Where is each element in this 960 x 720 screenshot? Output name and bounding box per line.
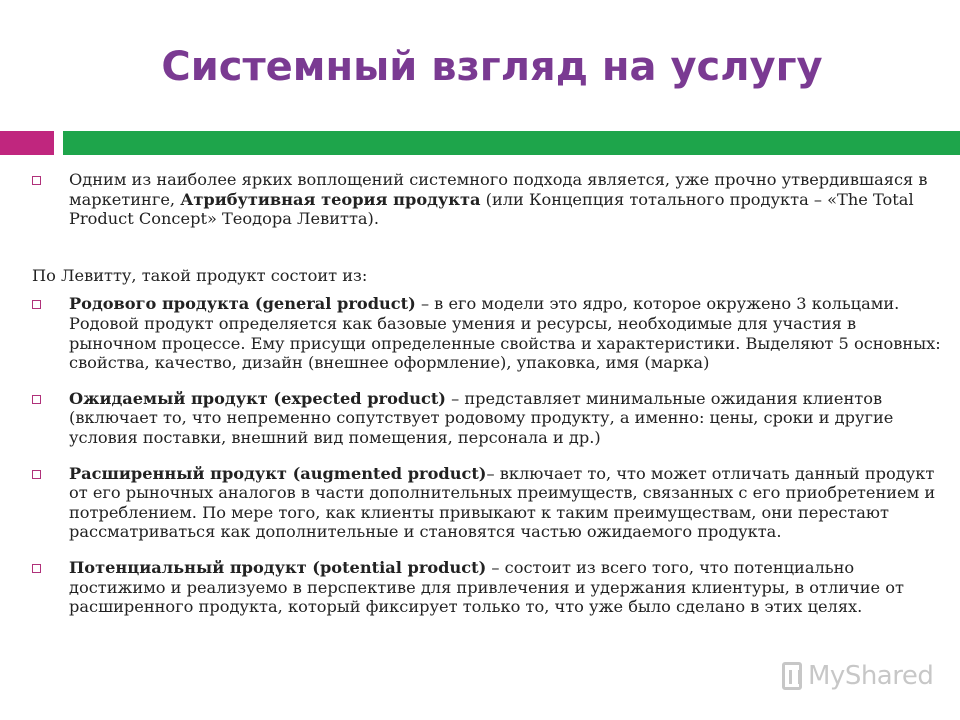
square-bullet-icon bbox=[32, 395, 41, 404]
square-bullet-icon bbox=[32, 564, 41, 573]
slide-title: Системный взгляд на услугу bbox=[161, 44, 823, 90]
square-bullet-icon bbox=[32, 176, 41, 185]
square-bullet-icon bbox=[32, 300, 41, 309]
lead-in-text: По Левитту, такой продукт состоит из: bbox=[32, 265, 368, 285]
intro-bullet bbox=[32, 170, 942, 229]
intro-text-end: (или Концепция тотального продукта – «The Total Product Concept» Теодора Левитта). bbox=[69, 189, 914, 229]
bullet-term: Родового продукта (general product) bbox=[69, 294, 416, 314]
watermark-text: MyShared bbox=[808, 661, 934, 691]
bullet-text: – в его модели это ядро, которое окружено 3 кольцами. Родовой продукт определяется как базовые умения и ресурсы, необходимые для участия в рыночном процессе. Ему присущи определенные свойства и характеристики. Выделяют 5 основных: свойства, качество, дизайн (внешнее оформление), упаковка, имя (марка) bbox=[69, 294, 941, 373]
accent-bar-left bbox=[0, 131, 54, 155]
bullet-term: Расширенный продукт (augmented product) bbox=[69, 463, 487, 483]
bullet-augmented-product bbox=[32, 464, 942, 542]
bullet-text: – состоит из всего того, что потенциально достижимо и реализуемо в перспективе для привлечения и удержания клиентуры, в отличие от расширенного продукта, который фиксирует только то, что уже было сделано в этих целях. bbox=[69, 557, 904, 617]
accent-bar-right bbox=[63, 131, 960, 155]
bullet-general-product bbox=[32, 294, 942, 372]
intro-highlight: Атрибутивная теория продукта bbox=[180, 189, 481, 209]
bullet-term: Ожидаемый продукт (expected product) bbox=[69, 388, 446, 408]
bullet-text: – включает то, что может отличать данный продукт от его рыночных аналогов в части дополнительных преимуществ, связанных с его приобретением и потреблением. По мере того, как клиенты привыкают к таким преимуществам, они перестают рассматриваться как дополнительные и становятся частью ожидаемого продукта. bbox=[69, 463, 936, 542]
square-bullet-icon bbox=[32, 470, 41, 479]
slide-body bbox=[32, 170, 942, 633]
bullet-potential-product bbox=[32, 558, 942, 617]
watermark-logo bbox=[782, 658, 933, 694]
bullet-expected-product bbox=[32, 389, 942, 448]
intro-text-start: Одним из наиболее ярких воплощений системного подхода является, уже прочно утвердившаяся в маркетинге, bbox=[69, 170, 928, 209]
bullet-text: – представляет минимальные ожидания клиентов (включает то, что непременно сопутствует родовому продукту, а именно: цены, сроки и другие условия поставки, внешний вид помещения, персонала и др.) bbox=[69, 388, 894, 447]
myshared-logo-icon bbox=[782, 662, 802, 690]
bullet-term: Потенциальный продукт (potential product) bbox=[69, 557, 487, 577]
